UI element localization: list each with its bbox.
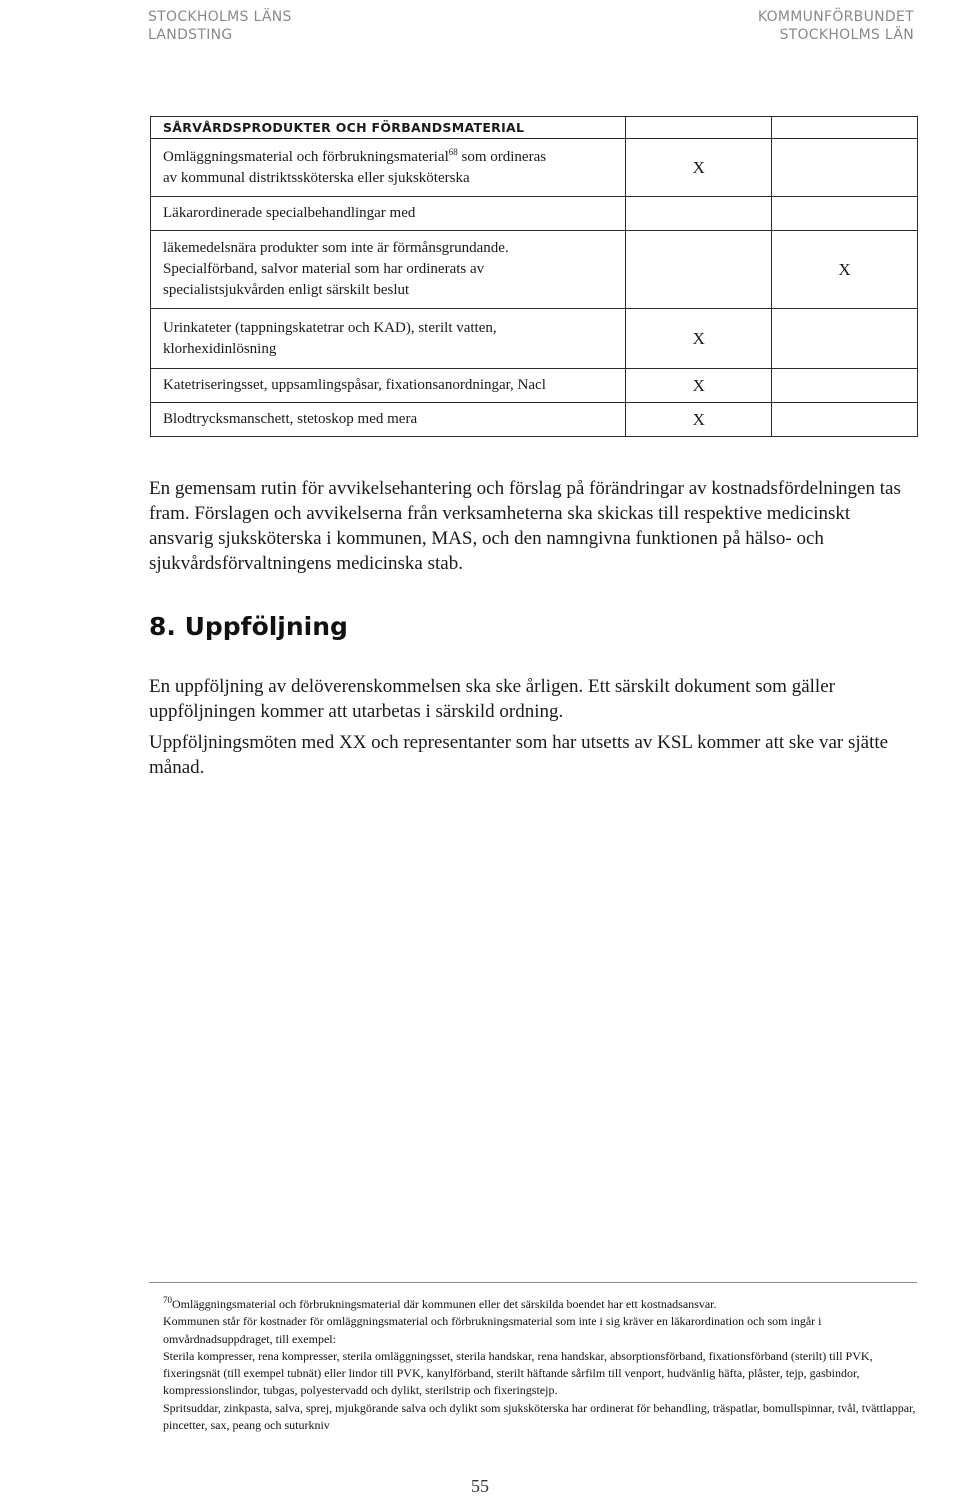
table-row — [151, 197, 918, 231]
table-row — [151, 139, 918, 197]
materials-table — [150, 116, 918, 437]
table-cell-description: Omläggningsmaterial och förbrukningsmaterial$^{68}$ som ordineras av kommunal distriktssköterska eller sjuksköterska — [151, 139, 626, 197]
paragraph-follow-up-meetings: Uppföljningsmöten med XX och representanter som har utsetts av KSL kommer att ske var sjätte månad. — [149, 732, 889, 778]
table-cell — [772, 117, 918, 139]
table-row — [151, 369, 918, 403]
table-header-row — [151, 117, 918, 139]
table-cell-description: Blodtrycksmanschett, stetoskop med mera — [151, 403, 626, 437]
table-row — [151, 231, 918, 309]
table-cell-mark — [772, 197, 918, 231]
table-cell-mark — [772, 139, 918, 197]
table-cell-mark — [626, 197, 772, 231]
header-left-line1: STOCKHOLMS LÄNS — [148, 9, 292, 25]
table-cell-mark: X — [626, 369, 772, 403]
table-cell-mark: X — [626, 403, 772, 437]
table-cell — [626, 117, 772, 139]
paragraph-deviation-routine: En gemensam rutin för avvikelsehantering och förslag på förändringar av kostnadsfördelningen tas fram. Förslagen och avvikelserna från verksamheterna ska skickas till respektive medicinskt ansvarig sjuksköterska i kommunen, MAS, och den namngivna funktionen på hälso- och sjukvårdsförvaltningens medicinska stab. — [149, 478, 901, 574]
table-cell-mark — [772, 403, 918, 437]
table-cell-description: Katetriseringsset, uppsamlingspåsar, fixationsanordningar, Nacl — [151, 369, 626, 403]
table-cell-description: Urinkateter (tappningskatetrar och KAD), sterilt vatten, klorhexidinlösning — [151, 309, 626, 369]
section-heading: 8. Uppföljning — [149, 612, 348, 641]
footnote-ref: 68 — [448, 146, 458, 157]
table-cell-mark: X — [626, 139, 772, 197]
footnote-number: 70 — [163, 1295, 172, 1305]
footnote-divider — [149, 1282, 917, 1283]
table-cell-mark: X — [772, 231, 918, 309]
table-row — [151, 403, 918, 437]
footnote-line: Omläggningsmaterial och förbrukningsmaterial där kommunen eller det särskilda boendet har ett kostnadsansvar. — [172, 1297, 717, 1311]
footnote — [163, 1296, 918, 1434]
page-number: 55 — [471, 1476, 489, 1496]
header-right-line2: STOCKHOLMS LÄN — [779, 27, 914, 43]
footnote-line: Sterila kompresser, rena kompresser, sterila omläggningsset, sterila handskar, rena handskar, absorptionsförband, fixationsförband (sterilt) till PVK, fixeringsnät (till exempel tubnät) eller lindor till PVK, kanylförband, sterilt häftande sårfilm till venport, hudvänlig häfta, plåster, tejp, gasbindor, kompressionslindor, tubgas, polyestervadd och dylikt, sterilstrip och fixeringstejp. — [163, 1348, 873, 1398]
table-row — [151, 309, 918, 369]
table-cell-description: läkemedelsnära produkter som inte är förmånsgrundande. Specialförband, salvor material som har ordinerats av specialistsjukvården enligt särskilt beslut — [151, 231, 626, 309]
footnote-line: Kommunen står för kostnader för omläggningsmaterial och förbrukningsmaterial som inte i sig kräver en läkarordination och som ingår i omvårdnadsuppdraget, till exempel: — [163, 1314, 822, 1346]
header-left — [148, 8, 292, 44]
paragraph-follow-up: En uppföljning av delöverenskommelsen ska ske årligen. Ett särskilt dokument som gäller uppföljningen kommer att utarbetas i särskild ordning. — [149, 676, 835, 722]
header-left-line2: LANDSTING — [148, 27, 233, 43]
table-cell-mark — [626, 231, 772, 309]
table-heading: SÅRVÅRDSPRODUKTER OCH FÖRBANDSMATERIAL — [151, 117, 626, 139]
table-cell-mark: X — [626, 309, 772, 369]
footnote-line: Spritsuddar, zinkpasta, salva, sprej, mjukgörande salva och dylikt som sjuksköterska har ordinerat för behandling, träspatlar, bomullspinnar, tvål, tvättlappar, pincetter, sax, peang och suturkniv — [163, 1400, 916, 1433]
table-cell-mark — [772, 309, 918, 369]
header-right — [758, 8, 914, 44]
header-right-line1: KOMMUNFÖRBUNDET — [757, 9, 914, 25]
table-cell-description: Läkarordinerade specialbehandlingar med — [151, 197, 626, 231]
table-cell-mark — [772, 369, 918, 403]
